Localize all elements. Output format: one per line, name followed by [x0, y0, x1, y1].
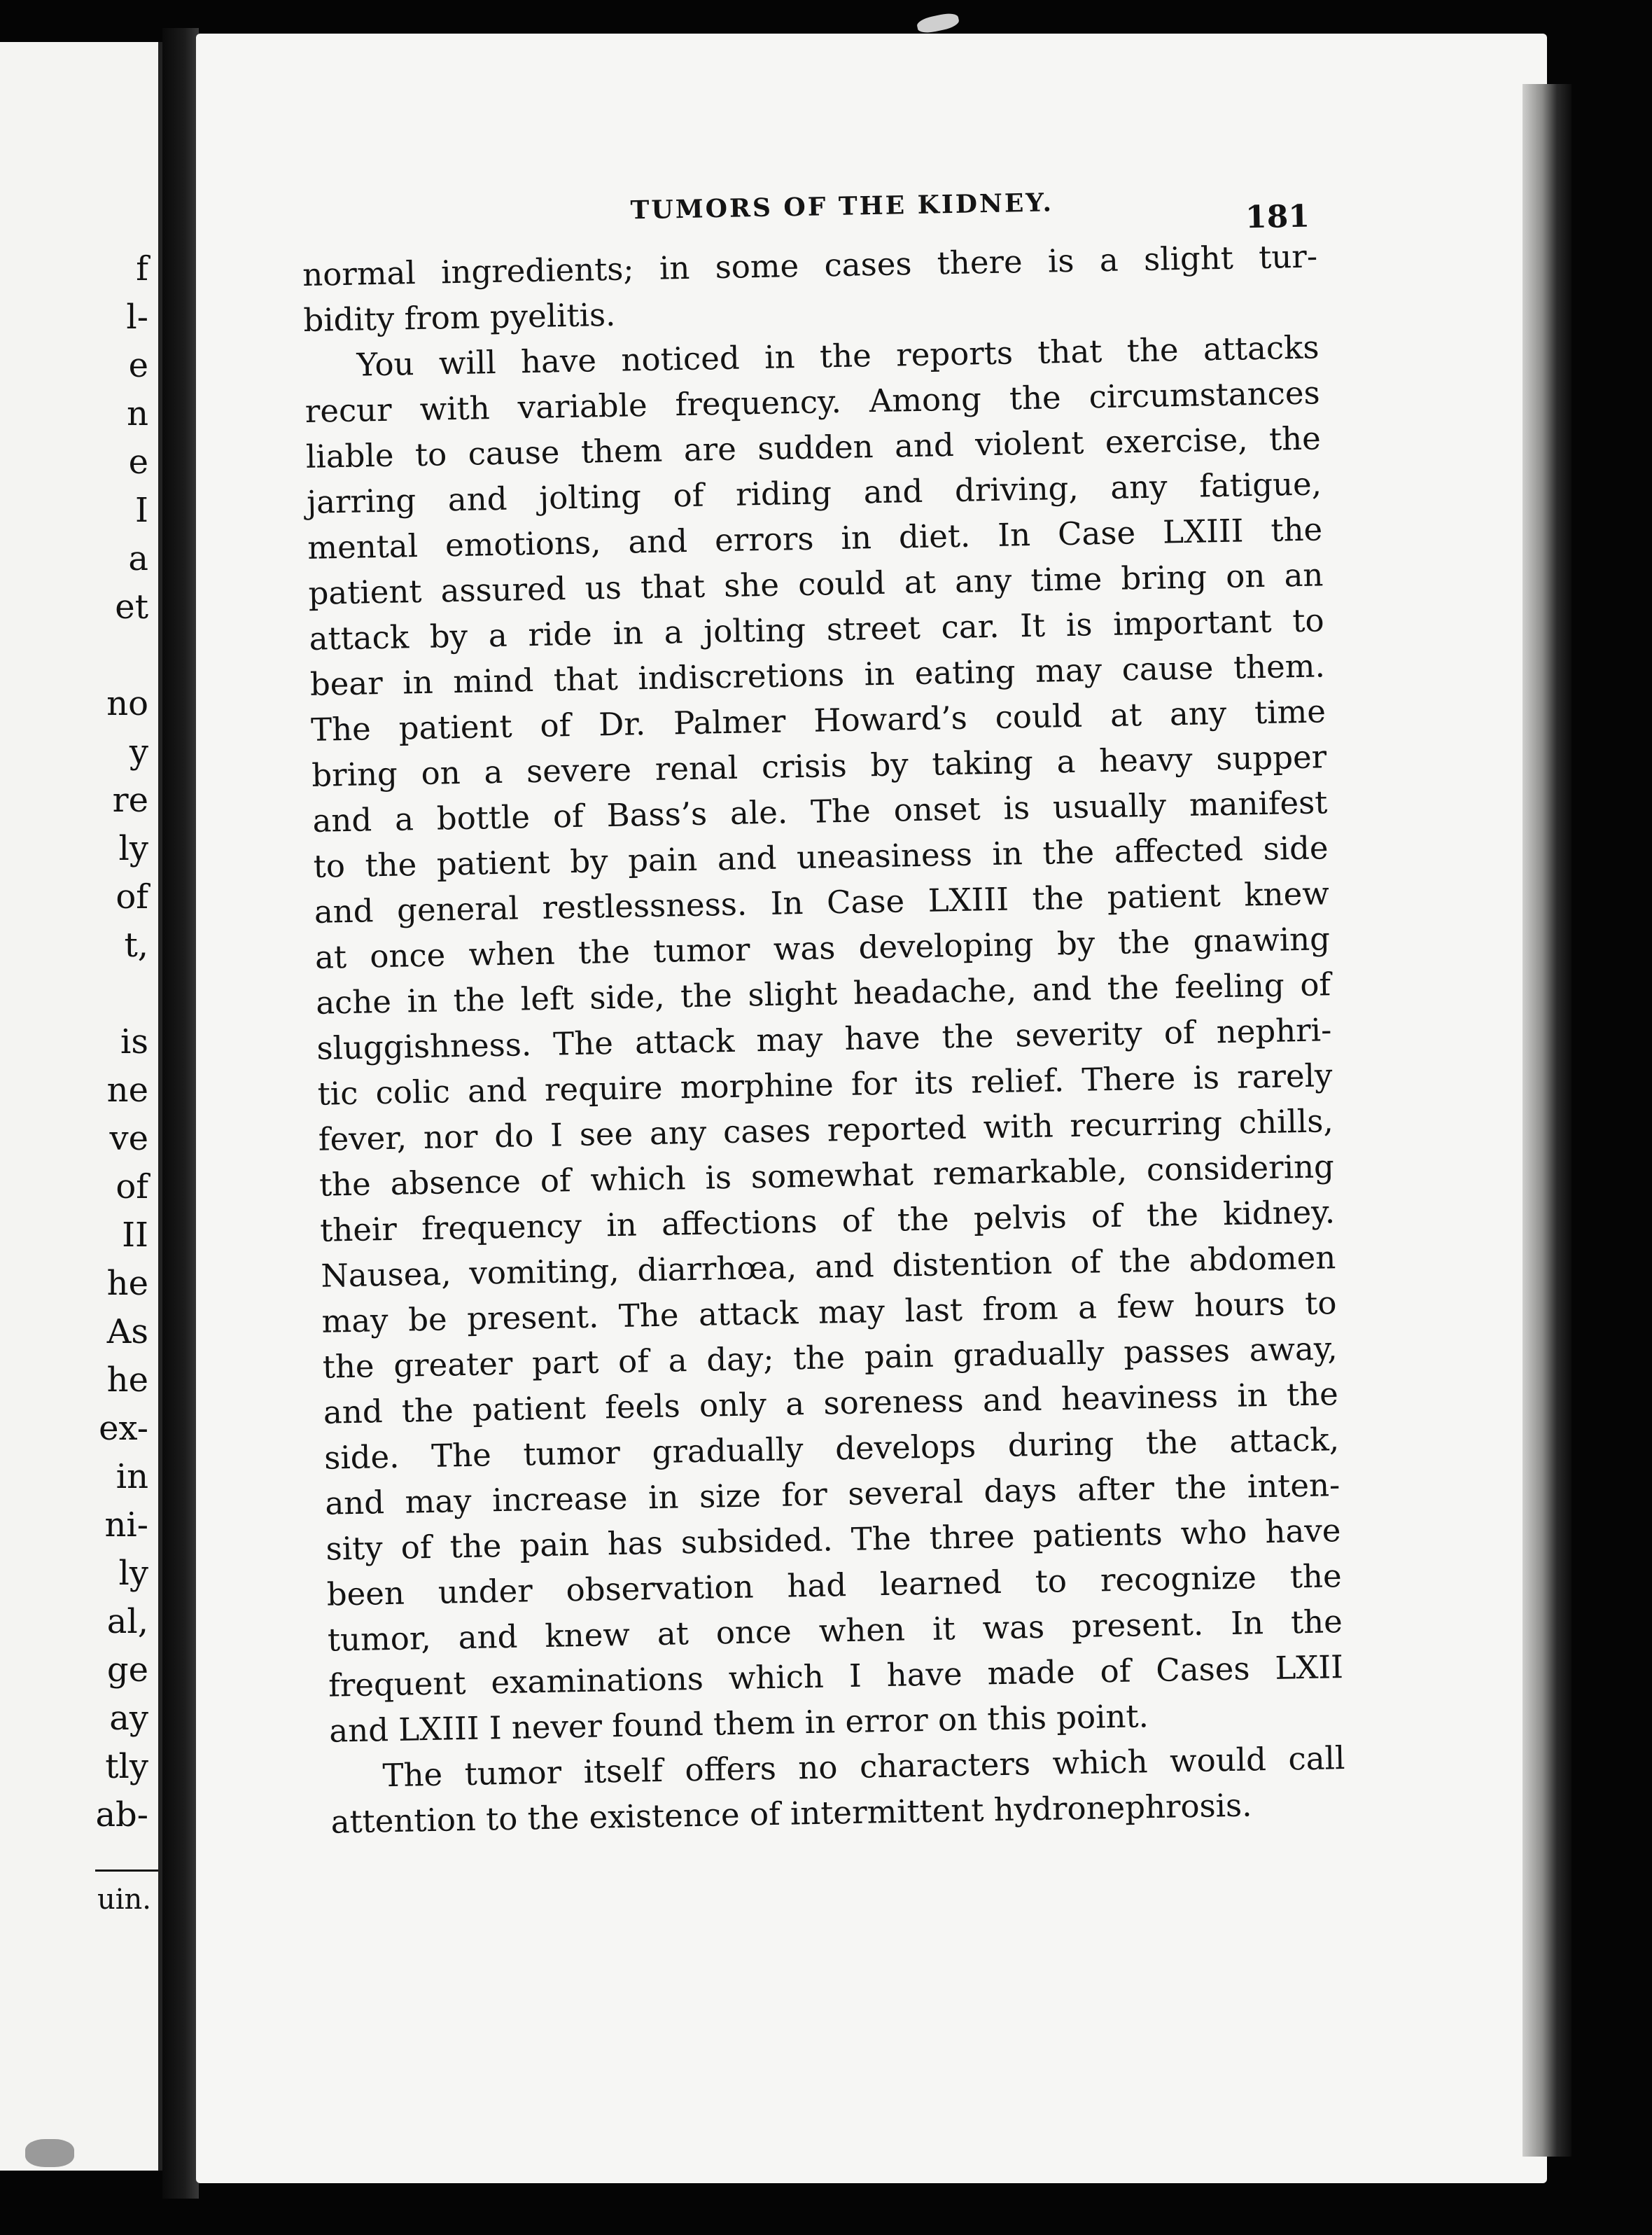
- left-page-fragment: no: [106, 684, 148, 723]
- paragraph: [304, 324, 1345, 1753]
- running-title: TUMORS OF THE KIDNEY.: [630, 188, 1054, 225]
- text-line: and may increase in size for several days after the inten-: [324, 1466, 1340, 1522]
- text-line: fever, nor do I see any cases reported with recurring chills,: [318, 1102, 1334, 1158]
- left-page-fragment: re: [112, 781, 148, 820]
- left-page-fragment: ab-: [95, 1795, 148, 1834]
- left-page-fragment: he: [106, 1360, 148, 1400]
- left-page-fragment: ly: [118, 1554, 148, 1593]
- text-line: The patient of Dr. Palmer Howard’s could at any time: [310, 692, 1326, 749]
- text-line: and a bottle of Bass’s ale. The onset is usually manifest: [312, 784, 1328, 840]
- left-page-fragment: t,: [124, 926, 148, 965]
- left-page-fragment: ne: [106, 1071, 148, 1110]
- text-line: at once when the tumor was developing by the gnawing: [314, 920, 1331, 976]
- page-text-block: [301, 170, 1346, 1844]
- left-page-fragment: et: [115, 587, 148, 627]
- left-page-fragment: As: [106, 1312, 148, 1351]
- left-page-fragment: [95, 970, 148, 1018]
- text-line: bidity from pyelitis.: [302, 295, 616, 339]
- left-page-fragment: I: [135, 491, 148, 530]
- left-page-fragment: of: [115, 1167, 148, 1206]
- left-page-fragment: ge: [106, 1650, 148, 1690]
- text-line: tic colic and require morphine for its relief. There is rarely: [317, 1057, 1333, 1113]
- left-page-fragment: al,: [106, 1602, 148, 1641]
- left-page-fragment: e: [128, 443, 148, 482]
- left-page-fragment: tly: [105, 1747, 148, 1786]
- text-line: bear in mind that indiscretions in eating may cause them.: [309, 647, 1326, 703]
- left-page-fragment: ex-: [99, 1409, 148, 1448]
- left-page-fragment: he: [106, 1264, 148, 1303]
- left-page-fragment: [95, 632, 148, 680]
- text-line: their frequency in affections of the pelvis of the kidney.: [319, 1193, 1336, 1249]
- left-page-fragment: II: [122, 1216, 148, 1255]
- book-gutter: [162, 28, 199, 2199]
- page-number: 181: [1245, 198, 1310, 236]
- text-line: attention to the existence of intermittent hydronephrosis.: [330, 1786, 1252, 1841]
- left-footnote-rule: [95, 1870, 158, 1872]
- text-line: side. The tumor gradually develops during the attack,: [323, 1421, 1340, 1477]
- text-line: jarring and jolting of riding and driving, any fatigue,: [306, 465, 1322, 521]
- left-page-fragment: ni-: [104, 1505, 148, 1545]
- text-line: and general restlessness. In Case LXIII the patient knew: [314, 875, 1330, 931]
- text-line: sluggishness. The attack may have the severity of nephri-: [316, 1011, 1332, 1067]
- left-page-fragment: in: [115, 1457, 148, 1496]
- text-line: tumor, and knew at once when it was present. In the: [327, 1603, 1343, 1659]
- text-line: The tumor itself offers no characters which would call: [382, 1739, 1345, 1795]
- text-line: frequent examinations which I have made of Cases LXII: [328, 1648, 1344, 1704]
- text-line: the absence of which is somewhat remarkable, considering: [318, 1148, 1335, 1204]
- page-edge-shadow: [1522, 84, 1572, 2157]
- left-page-fragment: l-: [126, 298, 148, 337]
- left-page-fragment: e: [128, 346, 148, 385]
- text-line: normal ingredients; in some cases there is a slight tur-: [302, 237, 1318, 293]
- left-footnote-fragment: uin.: [97, 1884, 151, 1916]
- text-line: liable to cause them are sudden and violent exercise, the: [305, 419, 1322, 475]
- scan-artifact-corner: [25, 2139, 74, 2167]
- text-line: attack by a ride in a jolting street car. It is important to: [309, 601, 1325, 657]
- text-line: to the patient by pain and uneasiness in the affected side: [313, 829, 1329, 885]
- text-line: the greater part of a day; the pain gradually passes away,: [322, 1330, 1338, 1386]
- left-page-text-fragments: [95, 245, 148, 1839]
- text-line: Nausea, vomiting, diarrhœa, and distention of the abdomen: [320, 1239, 1336, 1295]
- text-line: ache in the left side, the slight headache, and the feeling of: [315, 966, 1331, 1022]
- text-line: patient assured us that she could at any time bring on an: [308, 556, 1324, 612]
- body-text: [302, 233, 1346, 1844]
- left-page-fragment: of: [115, 877, 148, 917]
- left-page-fragment: ay: [109, 1699, 148, 1738]
- text-line: sity of the pain has subsided. The three patients who have: [326, 1512, 1341, 1568]
- text-line: may be present. The attack may last from a few hours to: [321, 1284, 1337, 1340]
- text-line: mental emotions, and errors in diet. In Case LXIII the: [307, 510, 1323, 566]
- text-line: and the patient feels only a soreness and heaviness in the: [323, 1375, 1339, 1431]
- text-line: been under observation had learned to recognize the: [326, 1557, 1343, 1613]
- text-line: bring on a severe renal crisis by taking a heavy supper: [311, 738, 1327, 794]
- left-facing-page: [0, 42, 162, 2171]
- left-page-fragment: y: [129, 732, 148, 772]
- left-page-fragment: ve: [109, 1119, 148, 1158]
- paragraph: [330, 1735, 1346, 1845]
- text-line: You will have noticed in the reports that the attacks: [356, 328, 1320, 384]
- left-page-fragment: n: [127, 394, 148, 433]
- left-page-fragment: a: [128, 539, 148, 578]
- text-line: recur with variable frequency. Among the circumstances: [304, 374, 1321, 430]
- left-page-fragment: ly: [118, 829, 148, 868]
- left-page-fragment: is: [120, 1022, 148, 1061]
- left-page-fragment: f: [136, 249, 148, 288]
- text-line: and LXIII I never found them in error on this point.: [328, 1697, 1149, 1750]
